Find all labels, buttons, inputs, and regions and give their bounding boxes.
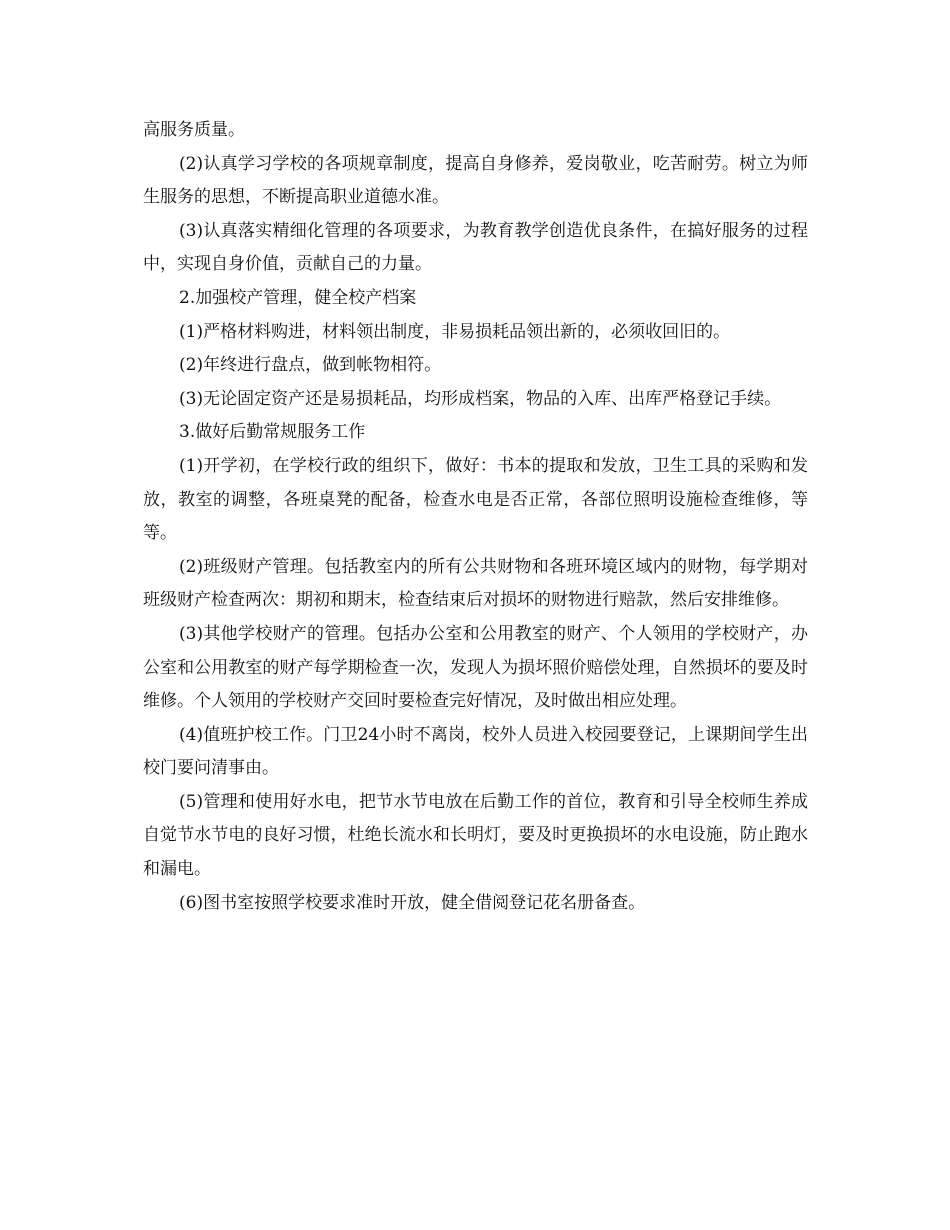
paragraph: (2)认真学习学校的各项规章制度，提高自身修养，爱岗敬业，吃苦耐劳。树立为师生服务的思想，不断提高职业道德水准。 (143, 153, 808, 208)
paragraph: (4)值班护校工作。门卫24小时不离岗，校外人员进入校园要登记，上课期间学生出校门要问清事由。 (143, 724, 808, 779)
paragraph: (1)开学初，在学校行政的组织下，做好：书本的提取和发放，卫生工具的采购和发放，教室的调整，各班桌凳的配备，检查水电是否正常，各部位照明设施检查维修，等等。 (143, 455, 808, 544)
paragraph: (3)认真落实精细化管理的各项要求，为教育教学创造优良条件，在搞好服务的过程中，实现自身价值，贡献自己的力量。 (143, 220, 808, 275)
section-heading: 3.做好后勤常规服务工作 (179, 422, 366, 443)
paragraph: (6)图书室按照学校要求准时开放，健全借阅登记花名册备查。 (179, 892, 646, 913)
document-body (143, 114, 808, 920)
paragraph: (3)无论固定资产还是易损耗品，均形成档案，物品的入库、出库严格登记手续。 (179, 388, 782, 409)
paragraph: 高服务质量。 (143, 120, 245, 140)
section-heading: 2.加强校产管理，健全校产档案 (179, 287, 417, 308)
paragraph: (5)管理和使用好水电，把节水节电放在后勤工作的首位，教育和引导全校师生养成自觉节水节电的良好习惯，杜绝长流水和长明灯，要及时更换损坏的水电设施，防止跑水和漏电。 (143, 791, 808, 880)
paragraph: (1)严格材料购进，材料领出制度，非易损耗品领出新的，必须收回旧的。 (179, 321, 731, 342)
paragraph: (2)班级财产管理。包括教室内的所有公共财物和各班环境区域内的财物，每学期对班级财产检查两次：期初和期末，检查结束后对损坏的财物进行赔款，然后安排维修。 (143, 556, 808, 611)
paragraph: (2)年终进行盘点，做到帐物相符。 (179, 355, 442, 376)
paragraph: (3)其他学校财产的管理。包括办公室和公用教室的财产、个人领用的学校财产，办公室和公用教室的财产每学期检查一次，发现人为损坏照价赔偿处理，自然损坏的要及时维修。个人领用的学校财产交回时要检查完好情况，及时做出相应处理。 (143, 623, 808, 712)
